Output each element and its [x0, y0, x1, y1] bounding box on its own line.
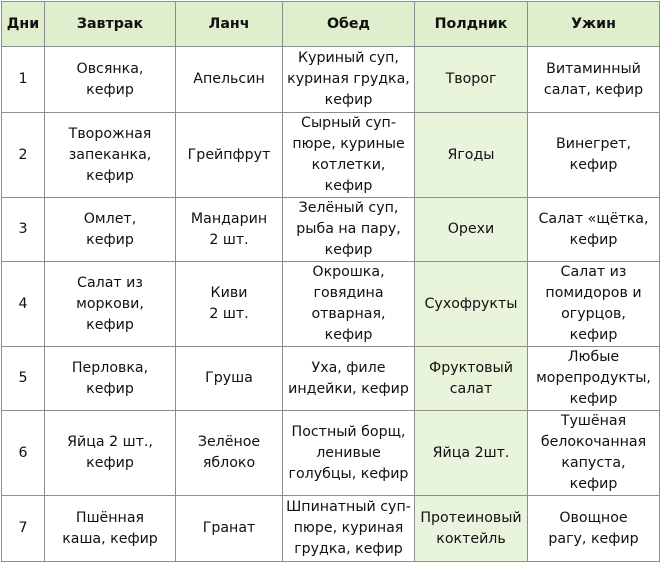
breakfast-text: Овсянка, кефир — [76, 60, 144, 98]
lunch-text: Гранат — [202, 520, 256, 536]
lunch-cell — [176, 113, 283, 198]
snack-cell — [415, 198, 528, 262]
day-number-text: 4 — [18, 295, 28, 312]
snack-text: Фруктовый салат — [429, 359, 513, 397]
header-dinner-meal: Обед — [283, 2, 415, 47]
dinner-cell — [283, 262, 415, 347]
header-row — [2, 2, 660, 47]
dinner-cell — [283, 198, 415, 262]
table-row — [2, 113, 660, 198]
breakfast-cell — [45, 347, 176, 411]
dinner-text: Уха, филе индейки, кефир — [288, 359, 409, 397]
header-breakfast: Завтрак — [45, 2, 176, 47]
header-supper: Ужин — [528, 2, 660, 47]
snack-cell — [415, 411, 528, 496]
dinner-text: Окрошка, говядина отварная, кефир — [311, 264, 386, 343]
lunch-text: Мандарин 2 шт. — [190, 210, 268, 248]
header-afternoon-snack: Полдник — [415, 2, 528, 47]
breakfast-cell — [45, 411, 176, 496]
dinner-cell — [283, 347, 415, 411]
supper-text: Овощное рагу, кефир — [548, 509, 639, 547]
header-days: Дни — [2, 2, 45, 47]
breakfast-cell — [45, 113, 176, 198]
dinner-text: Постный борщ, ленивые голубцы, кефир — [288, 423, 409, 482]
day-number-text: 6 — [18, 444, 28, 461]
snack-cell — [415, 47, 528, 113]
supper-cell — [528, 198, 660, 262]
lunch-cell — [176, 262, 283, 347]
snack-cell — [415, 496, 528, 562]
day-number — [2, 113, 45, 198]
supper-text: Салат из помидоров и огурцов, кефир — [545, 264, 642, 343]
supper-text: Тушёная белокочанная капуста, кефир — [540, 413, 647, 492]
breakfast-text: Салат из моркови, кефир — [76, 274, 144, 333]
table-row — [2, 411, 660, 496]
day-number-text: 3 — [18, 221, 28, 237]
supper-cell — [528, 47, 660, 113]
lunch-text: Грейпфрут — [187, 146, 271, 163]
lunch-text: Апельсин — [193, 71, 265, 87]
lunch-cell — [176, 347, 283, 411]
snack-cell — [415, 262, 528, 347]
supper-text: Любые морепродукты, кефир — [536, 349, 651, 407]
supper-text: Салат «щётка, кефир — [538, 210, 649, 248]
day-number — [2, 198, 45, 262]
supper-cell — [528, 411, 660, 496]
day-number-text: 1 — [18, 71, 28, 87]
table-row — [2, 47, 660, 113]
dinner-cell — [283, 47, 415, 113]
dinner-cell — [283, 411, 415, 496]
snack-cell — [415, 347, 528, 411]
day-number — [2, 47, 45, 113]
lunch-text: Киви 2 шт. — [209, 285, 249, 322]
table-row — [2, 262, 660, 347]
snack-cell — [415, 113, 528, 198]
dinner-cell — [283, 496, 415, 562]
breakfast-text: Яйца 2 шт., кефир — [67, 434, 153, 471]
snack-text: Ягоды — [447, 146, 495, 163]
supper-cell — [528, 347, 660, 411]
breakfast-text: Омлет, кефир — [83, 210, 137, 248]
supper-cell — [528, 113, 660, 198]
breakfast-text: Творожная запеканка, кефир — [68, 125, 152, 184]
breakfast-text: Пшённая каша, кефир — [62, 509, 158, 547]
dinner-cell — [283, 113, 415, 198]
breakfast-cell — [45, 262, 176, 347]
snack-text: Творог — [445, 71, 497, 87]
supper-text: Винегрет, кефир — [556, 136, 631, 173]
lunch-text: Груша — [205, 370, 253, 386]
breakfast-cell — [45, 198, 176, 262]
table-row — [2, 347, 660, 411]
day-number — [2, 347, 45, 411]
day-number-text: 2 — [18, 146, 28, 163]
lunch-text: Зелёное яблоко — [197, 434, 261, 471]
day-number — [2, 262, 45, 347]
snack-text: Протеиновый коктейль — [420, 509, 522, 547]
breakfast-text: Перловка, кефир — [71, 359, 149, 397]
snack-text: Сухофрукты — [424, 295, 518, 312]
day-number — [2, 496, 45, 562]
table-row — [2, 496, 660, 562]
table-row — [2, 198, 660, 262]
breakfast-cell — [45, 496, 176, 562]
lunch-cell — [176, 411, 283, 496]
day-number-text: 7 — [18, 520, 28, 536]
supper-cell — [528, 262, 660, 347]
header-lunch: Ланч — [176, 2, 283, 47]
dinner-text: Куриный суп, куриная грудка, кефир — [287, 50, 410, 108]
supper-text: Витаминный салат, кефир — [543, 60, 644, 98]
dinner-text: Шпинатный суп- пюре, куриная грудка, кефир — [286, 499, 411, 557]
dinner-text: Сырный суп- пюре, куриные котлетки, кефир — [292, 115, 405, 194]
lunch-cell — [176, 198, 283, 262]
day-number — [2, 411, 45, 496]
snack-text: Орехи — [447, 221, 495, 237]
day-number-text: 5 — [18, 370, 28, 386]
lunch-cell — [176, 496, 283, 562]
snack-text: Яйца 2шт. — [432, 444, 510, 461]
supper-cell — [528, 496, 660, 562]
breakfast-cell — [45, 47, 176, 113]
lunch-cell — [176, 47, 283, 113]
diet-menu-table — [1, 1, 660, 562]
dinner-text: Зелёный суп, рыба на пару, кефир — [296, 200, 401, 258]
